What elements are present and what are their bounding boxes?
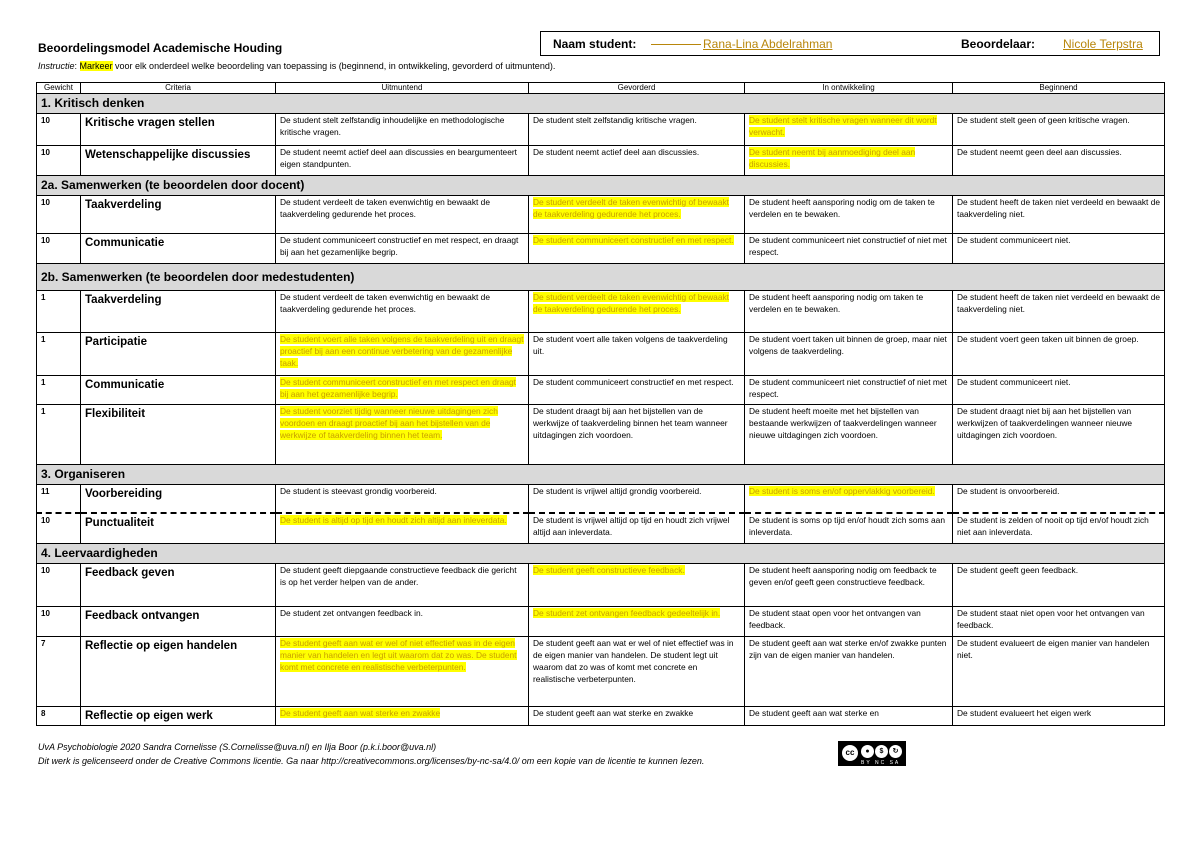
section-header [37,544,1165,564]
rubric-descriptor: De student verdeelt de taken evenwichtig en bewaakt de taakverdeling gedurende het proces. [280,292,490,314]
criterion-cell: Reflectie op eigen werk [81,707,276,726]
cc-terms: BY NC SA [861,760,901,766]
instruction-marker: Markeer [79,61,113,71]
rubric-descriptor: De student voert alle taken volgens de taakverdeling uit en draagt proactief bij aan een continue verbetering van de gezamenlijke taak. [280,334,524,368]
weight-cell: 11 [37,485,81,514]
criterion-cell: Kritische vragen stellen [81,114,276,146]
cc-license-badge [838,741,906,766]
gevorderd-cell[interactable] [529,196,745,234]
col-uitmuntend: Uitmuntend [276,83,529,94]
table-row [37,376,1165,405]
rubric-descriptor: De student geeft aan wat er wel of niet effectief was in de eigen manier van handelen. De student legt uit waarom dat zo was of komt met concrete en realistische verbeterpunten. [533,638,734,684]
uitmuntend-cell[interactable] [276,146,529,176]
section-header [37,264,1165,291]
criterion-cell: Taakverdeling [81,291,276,333]
rubric-descriptor: De student geeft aan wat er wel of niet effectief was in de eigen manier van handelen en legt uit waarom dat zo was. De student komt met concrete en realistische verbeterpunten. [280,638,517,672]
rubric-descriptor: De student stelt geen of geen kritische vragen. [957,115,1130,125]
uitmuntend-cell[interactable] [276,333,529,376]
weight-cell: 1 [37,291,81,333]
assessor-label: Beoordelaar: [961,37,1036,51]
table-row [37,607,1165,637]
rubric-descriptor: De student heeft aansporing nodig om taken te verdelen en te bewaken. [749,292,924,314]
weight-cell: 7 [37,637,81,707]
criterion-cell: Communicatie [81,234,276,264]
table-row [37,291,1165,333]
gevorderd-cell[interactable] [529,146,745,176]
in-ontwikkeling-cell[interactable] [745,405,953,465]
uitmuntend-cell[interactable] [276,196,529,234]
rubric-descriptor: De student stelt zelfstandig inhoudelijke en methodologische kritische vragen. [280,115,505,137]
table-header [37,83,1165,94]
rubric-descriptor: De student is soms en/of oppervlakkig voorbereid. [749,486,935,496]
student-name-line [651,44,701,45]
rubric-table [36,82,1165,726]
page-title: Beoordelingsmodel Academische Houding [38,41,283,55]
rubric-descriptor: De student neemt geen deel aan discussies. [957,147,1122,157]
rubric-descriptor: De student geeft aan wat sterke en [749,708,879,718]
in-ontwikkeling-cell[interactable] [745,513,953,544]
rubric-descriptor: De student is onvoorbereid. [957,486,1060,496]
gevorderd-cell[interactable] [529,485,745,514]
rubric-descriptor: De student geeft aan wat sterke en zwakke [280,708,441,718]
table-row [37,146,1165,176]
rubric-descriptor: De student is vrijwel altijd op tijd en houdt zich vrijwel altijd aan inleverdata. [533,515,730,537]
table-row [37,196,1165,234]
uitmuntend-cell[interactable] [276,607,529,637]
rubric-descriptor: De student is steevast grondig voorbereid. [280,486,437,496]
gevorderd-cell[interactable] [529,707,745,726]
rubric-descriptor: De student neemt bij aanmoediging deel aan discussies. [749,147,916,169]
weight-cell: 1 [37,405,81,465]
rubric-descriptor: De student staat niet open voor het ontvangen van feedback. [957,608,1145,630]
uitmuntend-cell[interactable] [276,114,529,146]
criterion-cell: Wetenschappelijke discussies [81,146,276,176]
col-beginnend: Beginnend [953,83,1165,94]
footer-license: Dit werk is gelicenseerd onder de Creative Commons licentie. Ga naar http://creativecommons.org/licenses/by-nc-sa/4.0/ om een kopie van de licentie te kunnen lezen. [38,756,705,766]
in-ontwikkeling-cell[interactable] [745,114,953,146]
rubric-descriptor: De student communiceert constructief en met respect. [533,235,734,245]
beginnend-cell[interactable] [953,146,1165,176]
beginnend-cell[interactable] [953,333,1165,376]
col-in-ontwikkeling: In ontwikkeling [745,83,953,94]
weight-cell: 1 [37,376,81,405]
gevorderd-cell[interactable] [529,291,745,333]
beginnend-cell[interactable] [953,637,1165,707]
rubric-descriptor: De student communiceert constructief en met respect, en draagt bij aan het gezamenlijke begrip. [280,235,519,257]
in-ontwikkeling-cell[interactable] [745,234,953,264]
instruction-colon: : [74,61,80,71]
criterion-cell: Communicatie [81,376,276,405]
footer-credits: UvA Psychobiologie 2020 Sandra Cornelisse (S.Cornelisse@uva.nl) en Ilja Boor (p.k.i.boor@uva.nl) [38,742,437,752]
assessor-name[interactable]: Nicole Terpstra [1063,37,1143,51]
weight-cell: 10 [37,234,81,264]
table-row [37,637,1165,707]
beginnend-cell[interactable] [953,607,1165,637]
beginnend-cell[interactable] [953,564,1165,607]
rubric-descriptor: De student communiceert niet. [957,377,1071,387]
uitmuntend-cell[interactable] [276,564,529,607]
rubric-descriptor: De student heeft aansporing nodig om de taken te verdelen en te bewaken. [749,197,935,219]
gevorderd-cell[interactable] [529,114,745,146]
criterion-cell: Taakverdeling [81,196,276,234]
in-ontwikkeling-cell[interactable] [745,607,953,637]
col-weight: Gewicht [37,83,81,94]
rubric-descriptor: De student voert geen taken uit binnen de groep. [957,334,1139,344]
in-ontwikkeling-cell[interactable] [745,485,953,514]
instruction-text [38,61,555,71]
table-row [37,405,1165,465]
weight-cell: 8 [37,707,81,726]
student-info-box [540,31,1160,56]
section-title: 1. Kritisch denken [37,94,1165,114]
in-ontwikkeling-cell[interactable] [745,637,953,707]
rubric-descriptor: De student geeft geen feedback. [957,565,1079,575]
beginnend-cell[interactable] [953,234,1165,264]
in-ontwikkeling-cell[interactable] [745,146,953,176]
criterion-cell: Feedback ontvangen [81,607,276,637]
rubric-descriptor: De student heeft de taken niet verdeeld en bewaakt de taakverdeling niet. [957,197,1161,219]
weight-cell: 1 [37,333,81,376]
section-title: 4. Leervaardigheden [37,544,1165,564]
student-name[interactable]: Rana-Lina Abdelrahman [703,37,833,51]
rubric-descriptor: De student verdeelt de taken evenwichtig of bewaakt de taakverdeling gedurende het proces. [533,197,730,219]
table-row [37,485,1165,514]
section-header [37,176,1165,196]
weight-cell: 10 [37,513,81,544]
uitmuntend-cell[interactable] [276,234,529,264]
beginnend-cell[interactable] [953,376,1165,405]
nc-icon: $ [875,745,888,758]
uitmuntend-cell[interactable] [276,376,529,405]
rubric-descriptor: De student draagt bij aan het bijstellen van de werkwijze of taakverdeling binnen het team wanneer uitdagingen zich voordoen. [533,406,728,440]
gevorderd-cell[interactable] [529,333,745,376]
uitmuntend-cell[interactable] [276,707,529,726]
section-title: 2a. Samenwerken (te beoordelen door docent) [37,176,1165,196]
rubric-descriptor: De student geeft diepgaande constructieve feedback die gericht is op het verder helpen van de ander. [280,565,517,587]
gevorderd-cell[interactable] [529,405,745,465]
weight-cell: 10 [37,196,81,234]
rubric-descriptor: De student stelt zelfstandig kritische vragen. [533,115,697,125]
rubric-descriptor: De student communiceert niet. [957,235,1071,245]
rubric-descriptor: De student communiceert niet constructief of niet met respect. [749,377,947,399]
rubric-descriptor: De student zet ontvangen feedback in. [280,608,423,618]
uitmuntend-cell[interactable] [276,485,529,514]
table-row [37,333,1165,376]
cc-icon: cc [841,744,859,762]
by-icon: ● [861,745,874,758]
weight-cell: 10 [37,564,81,607]
weight-cell: 10 [37,607,81,637]
table-row [37,564,1165,607]
in-ontwikkeling-cell[interactable] [745,376,953,405]
rubric-descriptor: De student communiceert niet constructief of niet met respect. [749,235,947,257]
rubric-descriptor: De student communiceert constructief en met respect. [533,377,734,387]
rubric-descriptor: De student voorziet tijdig wanneer nieuwe uitdagingen zich voordoen en draagt proactief bij aan het bijstellen van de werkwijze of taakverdeling binnen het team. [280,406,498,440]
rubric-descriptor: De student geeft aan wat sterke en/of zwakke punten zijn van de eigen manier van handelen. [749,638,947,660]
gevorderd-cell[interactable] [529,607,745,637]
criterion-cell: Feedback geven [81,564,276,607]
rubric-descriptor: De student voert alle taken volgens de taakverdeling uit. [533,334,728,356]
criterion-cell: Flexibiliteit [81,405,276,465]
col-criteria: Criteria [81,83,276,94]
beginnend-cell[interactable] [953,707,1165,726]
rubric-descriptor: De student heeft de taken niet verdeeld en bewaakt de taakverdeling niet. [957,292,1161,314]
col-gevorderd: Gevorderd [529,83,745,94]
criterion-cell: Reflectie op eigen handelen [81,637,276,707]
section-header [37,465,1165,485]
rubric-descriptor: De student neemt actief deel aan discussies. [533,147,700,157]
footer [38,740,704,768]
rubric-descriptor: De student neemt actief deel aan discussies en beargumenteert eigen standpunten. [280,147,517,169]
uitmuntend-cell[interactable] [276,405,529,465]
beginnend-cell[interactable] [953,485,1165,514]
rubric-descriptor: De student staat open voor het ontvangen van feedback. [749,608,921,630]
rubric-descriptor: De student verdeelt de taken evenwichtig of bewaakt de taakverdeling gedurende het proces. [533,292,730,314]
beginnend-cell[interactable] [953,291,1165,333]
beginnend-cell[interactable] [953,405,1165,465]
rubric-descriptor: De student communiceert constructief en met respect en draagt bij aan het gezamenlijke begrip. [280,377,517,399]
gevorderd-cell[interactable] [529,376,745,405]
table-row [37,707,1165,726]
rubric-descriptor: De student draagt niet bij aan het bijstellen van werkwijzen of taakverdelingen wanneer nieuwe uitdagingen zich voordoen. [957,406,1133,440]
section-header [37,94,1165,114]
gevorderd-cell[interactable] [529,513,745,544]
sa-icon: ↻ [889,745,902,758]
rubric-descriptor: De student heeft moeite met het bijstellen van bestaande werkwijzen of taakverdelingen wanneer nieuwe uitdagingen zich voordoen. [749,406,937,440]
rubric-descriptor: De student is zelden of nooit op tijd en/of houdt zich niet aan inleverdata. [957,515,1149,537]
table-row [37,234,1165,264]
rubric-descriptor: De student stelt kritische vragen wanneer dit wordt verwacht. [749,115,937,137]
instruction-rest: voor elk onderdeel welke beoordeling van toepassing is (beginnend, in ontwikkeling, gevorderd of uitmuntend). [112,61,556,71]
rubric-descriptor: De student verdeelt de taken evenwichtig en bewaakt de taakverdeling gedurende het proces. [280,197,490,219]
section-title: 3. Organiseren [37,465,1165,485]
in-ontwikkeling-cell[interactable] [745,291,953,333]
rubric-descriptor: De student geeft aan wat sterke en zwakke [533,708,694,718]
beginnend-cell[interactable] [953,114,1165,146]
rubric-descriptor: De student evalueert de eigen manier van handelen niet. [957,638,1150,660]
rubric-descriptor: De student heeft aansporing nodig om feedback te geven en/of geeft geen constructieve feedback. [749,565,937,587]
rubric-descriptor: De student evalueert het eigen werk [957,708,1092,718]
rubric-descriptor: De student zet ontvangen feedback gedeeltelijk in. [533,608,721,618]
rubric-body [37,94,1165,726]
criterion-cell: Participatie [81,333,276,376]
uitmuntend-cell[interactable] [276,637,529,707]
weight-cell: 10 [37,114,81,146]
instruction-prefix: Instructie [38,61,75,71]
table-row [37,513,1165,544]
rubric-descriptor: De student is vrijwel altijd grondig voorbereid. [533,486,702,496]
criterion-cell: Voorbereiding [81,485,276,514]
weight-cell: 10 [37,146,81,176]
in-ontwikkeling-cell[interactable] [745,333,953,376]
beginnend-cell[interactable] [953,196,1165,234]
beginnend-cell[interactable] [953,513,1165,544]
uitmuntend-cell[interactable] [276,513,529,544]
gevorderd-cell[interactable] [529,564,745,607]
in-ontwikkeling-cell[interactable] [745,707,953,726]
rubric-descriptor: De student voert taken uit binnen de groep, maar niet volgens de taakverdeling. [749,334,947,356]
student-label: Naam student: [553,37,637,51]
rubric-descriptor: De student is altijd op tijd en houdt zich altijd aan inleverdata. [280,515,507,525]
in-ontwikkeling-cell[interactable] [745,196,953,234]
table-row [37,114,1165,146]
section-title: 2b. Samenwerken (te beoordelen door medestudenten) [37,264,1165,291]
gevorderd-cell[interactable] [529,234,745,264]
rubric-descriptor: De student geeft constructieve feedback. [533,565,685,575]
gevorderd-cell[interactable] [529,637,745,707]
uitmuntend-cell[interactable] [276,291,529,333]
criterion-cell: Punctualiteit [81,513,276,544]
in-ontwikkeling-cell[interactable] [745,564,953,607]
rubric-descriptor: De student is soms op tijd en/of houdt zich soms aan inleverdata. [749,515,945,537]
